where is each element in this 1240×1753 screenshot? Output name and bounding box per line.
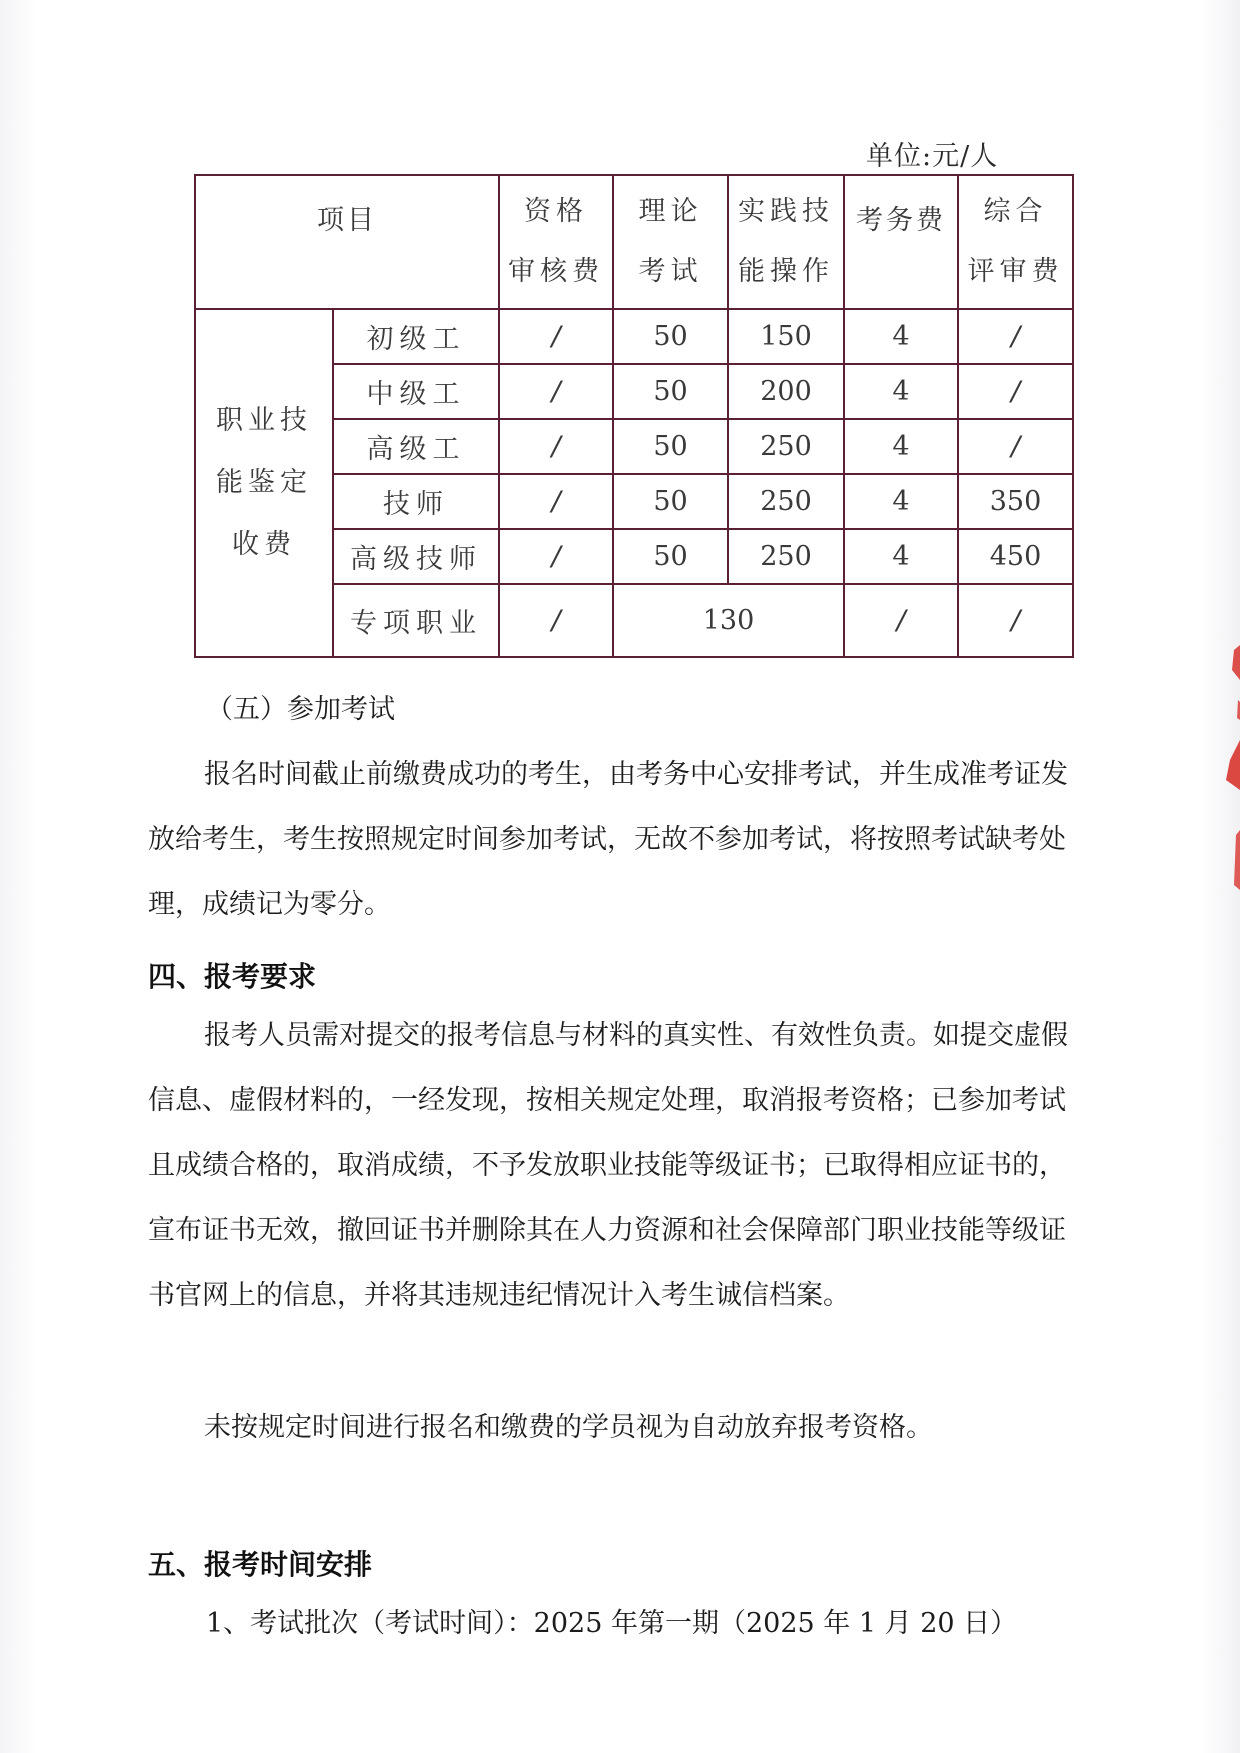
review-cell: / (958, 584, 1073, 657)
header-item: 项目 (195, 175, 499, 309)
paragraph-abandon: 未按规定时间进行报名和缴费的学员视为自动放弃报考资格。 (204, 1412, 933, 1443)
header-exam-affairs: 考务费 (844, 175, 958, 309)
affairs-cell: 4 (844, 474, 958, 529)
theory-cell: 50 (613, 529, 728, 584)
practice-cell: 250 (728, 529, 844, 584)
theory-cell: 50 (613, 309, 728, 364)
qual-cell: / (499, 309, 613, 364)
red-seal-fragment (1218, 640, 1240, 890)
seal-stroke (1232, 645, 1240, 680)
seal-stroke (1226, 740, 1240, 790)
review-cell: / (958, 309, 1073, 364)
qual-cell: / (499, 364, 613, 419)
review-cell: / (958, 364, 1073, 419)
seal-stroke (1234, 830, 1240, 890)
unit-label: 单位:元/人 (866, 141, 999, 172)
combined-fee-cell: 130 (613, 584, 844, 657)
level-cell: 中级工 (333, 364, 499, 419)
level-cell: 初级工 (333, 309, 499, 364)
subsection-title-exam: （五）参加考试 (206, 694, 395, 725)
affairs-cell: 4 (844, 529, 958, 584)
practice-cell: 150 (728, 309, 844, 364)
group-label: 职业技 能鉴定 收费 (195, 309, 333, 657)
review-cell: / (958, 419, 1073, 474)
header-qualification-fee: 资格 审核费 (499, 175, 613, 309)
affairs-cell: 4 (844, 309, 958, 364)
header-theory-exam: 理论 考试 (613, 175, 728, 309)
table-header-row (195, 175, 1073, 309)
qual-cell: / (499, 584, 613, 657)
heading-schedule: 五、报考时间安排 (148, 1548, 373, 1581)
review-cell: 450 (958, 529, 1073, 584)
schedule-item-1: 1、考试批次（考试时间）：2025 年第一期（2025 年 1 月 20 日） (206, 1608, 1018, 1639)
paragraph-requirements: 报考人员需对提交的报考信息与材料的真实性、有效性负责。如提交虚假信息、虚假材料的，一经发现，按相关规定处理，取消报考资格；已参加考试且成绩合格的，取消成绩，不予发放职业技能等级证书；已取得相应证书的，宣布证书无效，撤回证书并删除其在人力资源和社会保障部门职业技能等级证书官网上的信息，并将其违规违纪情况计入考生诚信档案。 (148, 1020, 1068, 1311)
practice-cell: 200 (728, 364, 844, 419)
level-cell: 高级工 (333, 419, 499, 474)
level-cell: 专项职业 (333, 584, 499, 657)
level-cell: 高级技师 (333, 529, 499, 584)
header-comprehensive: 综合 评审费 (958, 175, 1073, 309)
theory-cell: 50 (613, 364, 728, 419)
theory-cell: 50 (613, 419, 728, 474)
paragraph-exam: 报名时间截止前缴费成功的考生，由考务中心安排考试，并生成准考证发放给考生，考生按照规定时间参加考试，无故不参加考试，将按照考试缺考处理，成绩记为零分。 (148, 759, 1068, 920)
table-row (195, 309, 1073, 364)
review-cell: 350 (958, 474, 1073, 529)
qual-cell: / (499, 474, 613, 529)
level-cell: 技师 (333, 474, 499, 529)
affairs-cell: / (844, 584, 958, 657)
practice-cell: 250 (728, 419, 844, 474)
affairs-cell: 4 (844, 364, 958, 419)
qual-cell: / (499, 419, 613, 474)
header-practical: 实践技 能操作 (728, 175, 844, 309)
heading-requirements: 四、报考要求 (148, 960, 317, 993)
fee-table (194, 174, 1074, 658)
theory-cell: 50 (613, 474, 728, 529)
affairs-cell: 4 (844, 419, 958, 474)
qual-cell: / (499, 529, 613, 584)
practice-cell: 250 (728, 474, 844, 529)
